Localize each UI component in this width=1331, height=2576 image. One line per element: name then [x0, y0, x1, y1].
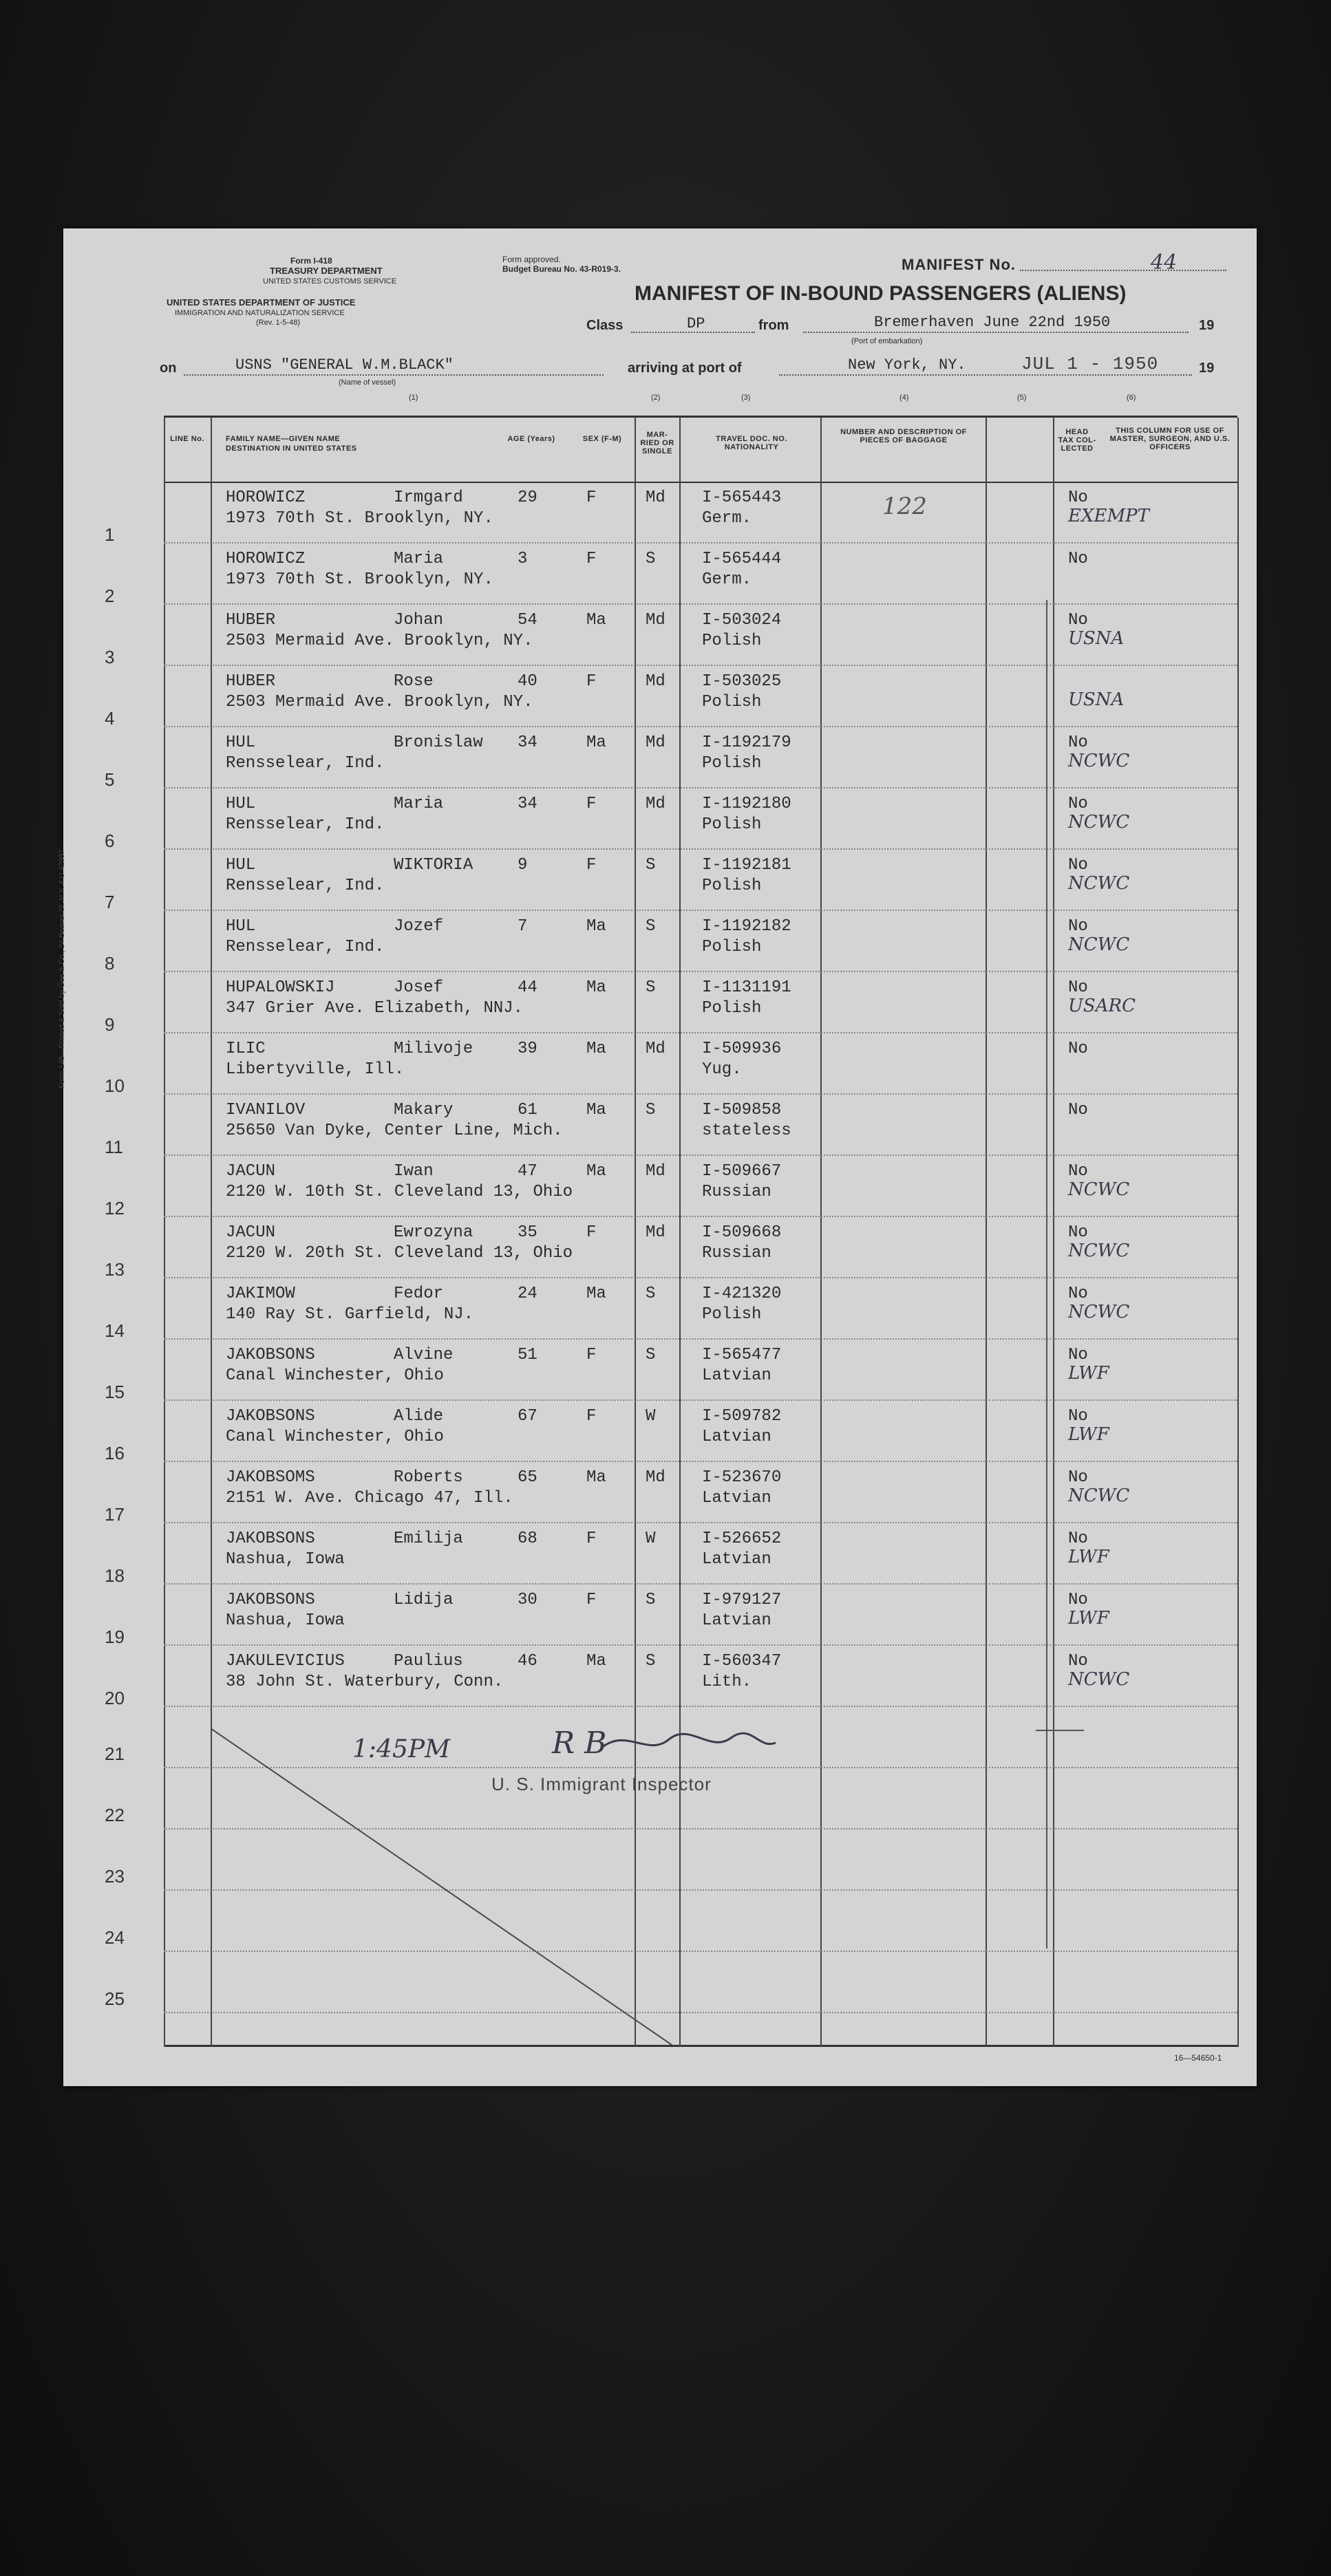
head-tax: No — [1068, 978, 1088, 997]
officer-note: USNA — [1068, 628, 1125, 649]
family-name: JAKOBSONS — [226, 1530, 315, 1548]
officer-note: NCWC — [1068, 1485, 1130, 1506]
head-tax: No — [1068, 733, 1088, 752]
given-name: Maria — [394, 795, 444, 813]
manifest-page — [58, 228, 1257, 2086]
line-number: 4 — [105, 708, 115, 729]
year-suffix-2: 19 — [1199, 361, 1215, 376]
sex: F — [586, 489, 597, 507]
marital-status: Md — [646, 1468, 666, 1487]
line-number: 1 — [105, 524, 115, 545]
family-name: ILIC — [226, 1040, 266, 1058]
col-baggage-header: NUMBER AND DESCRIPTION OF PIECES OF BAGGAGE — [840, 428, 967, 444]
given-name: Iwan — [394, 1162, 434, 1181]
destination: 2120 W. 10th St. Cleveland 13, Ohio — [226, 1183, 573, 1201]
given-name: Fedor — [394, 1285, 444, 1303]
travel-doc-no: I-1192181 — [702, 856, 791, 874]
officer-note: LWF — [1068, 1363, 1109, 1384]
destination: Libertyville, Ill. — [226, 1060, 405, 1079]
family-name: HUPALOWSKIJ — [226, 978, 335, 997]
family-name: JAKULEVICIUS — [226, 1652, 345, 1671]
given-name: Rose — [394, 672, 434, 691]
vessel-name: USNS "GENERAL W.M.BLACK" — [235, 356, 454, 374]
given-name: Lidija — [394, 1591, 454, 1609]
marital-status: S — [646, 1285, 656, 1303]
col-sex-header: SEX (F-M) — [582, 435, 622, 443]
travel-doc-no: I-509858 — [702, 1101, 782, 1119]
col-married-header: MAR-RIED OR SINGLE — [640, 431, 674, 455]
head-tax: No — [1068, 1101, 1088, 1119]
travel-doc-no: I-509667 — [702, 1162, 782, 1181]
sex: F — [586, 795, 597, 813]
sex: F — [586, 1591, 597, 1609]
travel-doc-no: I-509668 — [702, 1223, 782, 1242]
given-name: Josef — [394, 978, 444, 997]
age: 40 — [518, 672, 537, 691]
marital-status: S — [646, 1101, 656, 1119]
given-name: Irmgard — [394, 489, 463, 507]
table-row — [63, 849, 1257, 910]
given-name: Alvine — [394, 1346, 454, 1364]
given-name: Ewrozyna — [394, 1223, 473, 1242]
embarkation-caption: (Port of embarkation) — [851, 337, 923, 345]
head-tax: No — [1068, 1223, 1088, 1242]
table-row — [63, 1645, 1257, 1706]
table-row — [63, 665, 1257, 727]
manifest-no-label: MANIFEST No. — [902, 256, 1016, 273]
nationality: Germ. — [702, 570, 752, 589]
officer-note: LWF — [1068, 1547, 1109, 1567]
colnum-5: (5) — [1017, 394, 1027, 402]
age: 7 — [518, 917, 528, 936]
destination: 1973 70th St. Brooklyn, NY. — [226, 570, 493, 589]
head-tax: No — [1068, 795, 1088, 813]
family-name: HUL — [226, 856, 256, 874]
officer-note: NCWC — [1068, 812, 1130, 833]
destination: Canal Winchester, Ohio — [226, 1366, 444, 1385]
sex: Ma — [586, 1101, 606, 1119]
marital-status: S — [646, 917, 656, 936]
family-name: HUBER — [226, 611, 276, 630]
line-number: 20 — [105, 1688, 125, 1708]
given-name: Paulius — [394, 1652, 463, 1671]
printer-side-text: Form 148—Printed & Sold by Gee & Co., 24 Beaver St. N.Y. 4 U 42997 — [58, 849, 66, 1088]
baggage-count: 122 — [882, 493, 927, 520]
destination: Canal Winchester, Ohio — [226, 1428, 444, 1446]
given-name: Maria — [394, 550, 444, 568]
destination: Nashua, Iowa — [226, 1550, 345, 1569]
line-number: 19 — [105, 1627, 125, 1647]
budget-bureau: Budget Bureau No. 43-R019-3. — [502, 264, 621, 274]
table-row — [63, 910, 1257, 972]
officer-note: LWF — [1068, 1424, 1109, 1445]
age: 30 — [518, 1591, 537, 1609]
col-name-header: FAMILY NAME—GIVEN NAME — [226, 435, 341, 443]
officer-note: USARC — [1068, 996, 1136, 1016]
nationality: Latvian — [702, 1550, 771, 1569]
travel-doc-no: I-526652 — [702, 1530, 782, 1548]
line-number: 25 — [105, 1988, 125, 2009]
destination: 1973 70th St. Brooklyn, NY. — [226, 509, 493, 528]
table-row — [63, 543, 1257, 604]
marital-status: Md — [646, 1162, 666, 1181]
col-destination-header: DESTINATION IN UNITED STATES — [226, 444, 357, 453]
marital-status: S — [646, 550, 656, 568]
year-suffix-1: 19 — [1199, 318, 1215, 333]
travel-doc-no: I-1192182 — [702, 917, 791, 936]
on-label: on — [160, 361, 177, 376]
marital-status: S — [646, 1591, 656, 1609]
travel-doc-no: I-421320 — [702, 1285, 782, 1303]
family-name: HOROWICZ — [226, 550, 306, 568]
destination: 25650 Van Dyke, Center Line, Mich. — [226, 1121, 563, 1140]
nationality: Polish — [702, 999, 762, 1018]
head-tax: No — [1068, 917, 1088, 936]
table-row — [63, 1523, 1257, 1584]
sex: F — [586, 1407, 597, 1426]
table-row — [63, 1216, 1257, 1278]
manifest-no-value: 44 — [1151, 250, 1178, 275]
from-label: from — [758, 318, 789, 333]
line-number: 16 — [105, 1443, 125, 1463]
marital-status: Md — [646, 733, 666, 752]
line-number: 10 — [105, 1075, 125, 1096]
signature-scribble — [600, 1726, 779, 1760]
family-name: JACUN — [226, 1162, 276, 1181]
nationality: Latvian — [702, 1428, 771, 1446]
age: 68 — [518, 1530, 537, 1548]
travel-doc-no: I-509936 — [702, 1040, 782, 1058]
travel-doc-no: I-1131191 — [702, 978, 791, 997]
line-number: 14 — [105, 1320, 125, 1341]
officer-note: NCWC — [1068, 934, 1130, 955]
nationality: Polish — [702, 754, 762, 773]
destination: 2503 Mermaid Ave. Brooklyn, NY. — [226, 632, 533, 650]
marital-status: Md — [646, 489, 666, 507]
officer-note: NCWC — [1068, 873, 1130, 894]
age: 34 — [518, 733, 537, 752]
family-name: JAKIMOW — [226, 1285, 295, 1303]
head-tax: No — [1068, 1530, 1088, 1548]
marital-status: S — [646, 978, 656, 997]
officer-note: USNA — [1068, 689, 1125, 710]
family-name: HUBER — [226, 672, 276, 691]
given-name: Johan — [394, 611, 444, 630]
head-tax: No — [1068, 1468, 1088, 1487]
marital-status: S — [646, 1652, 656, 1671]
line-number: 7 — [105, 892, 115, 912]
age: 44 — [518, 978, 537, 997]
marital-status: W — [646, 1407, 656, 1426]
head-tax: No — [1068, 550, 1088, 568]
col-age-header: AGE (Years) — [507, 435, 555, 443]
nationality: Germ. — [702, 509, 752, 528]
head-tax: No — [1068, 1040, 1088, 1058]
col-line-header: LINE No. — [170, 435, 204, 443]
destination: Nashua, Iowa — [226, 1611, 345, 1630]
sex: Ma — [586, 978, 606, 997]
sex: Ma — [586, 733, 606, 752]
nationality: Polish — [702, 693, 762, 711]
given-name: Bronislaw — [394, 733, 483, 752]
nationality: Russian — [702, 1183, 771, 1201]
age: 34 — [518, 795, 537, 813]
travel-doc-no: I-503025 — [702, 672, 782, 691]
given-name: Milivoje — [394, 1040, 473, 1058]
travel-doc-no: I-1192180 — [702, 795, 791, 813]
nationality: Yug. — [702, 1060, 742, 1079]
colnum-1: (1) — [409, 394, 418, 402]
nationality: Polish — [702, 1305, 762, 1324]
family-name: JAKOBSONS — [226, 1407, 315, 1426]
marital-status: Md — [646, 611, 666, 630]
nationality: Polish — [702, 815, 762, 834]
age: 35 — [518, 1223, 537, 1242]
marital-status: S — [646, 856, 656, 874]
age: 29 — [518, 489, 537, 507]
destination: Rensselear, Ind. — [226, 754, 385, 773]
table-row — [63, 1400, 1257, 1461]
officer-note: EXEMPT — [1068, 506, 1149, 526]
travel-doc-no: I-523670 — [702, 1468, 782, 1487]
revision-date: (Rev. 1-5-48) — [256, 319, 300, 327]
travel-doc-no: I-509782 — [702, 1407, 782, 1426]
line-number: 15 — [105, 1382, 125, 1402]
sex: Ma — [586, 1468, 606, 1487]
officer-note: NCWC — [1068, 1302, 1130, 1322]
sex: F — [586, 672, 597, 691]
vessel-caption: (Name of vessel) — [339, 378, 396, 387]
table-row — [63, 788, 1257, 849]
destination: 140 Ray St. Garfield, NJ. — [226, 1305, 474, 1324]
officer-note: LWF — [1068, 1608, 1109, 1629]
marital-status: W — [646, 1530, 656, 1548]
age: 61 — [518, 1101, 537, 1119]
colnum-3: (3) — [741, 394, 751, 402]
travel-doc-no: I-560347 — [702, 1652, 782, 1671]
destination: Rensselear, Ind. — [226, 877, 385, 895]
head-tax: No — [1068, 856, 1088, 874]
customs-service: UNITED STATES CUSTOMS SERVICE — [263, 277, 397, 286]
sex: F — [586, 856, 597, 874]
table-row — [63, 1155, 1257, 1219]
class-value: DP — [687, 315, 705, 332]
form-approved: Form approved. — [502, 255, 561, 264]
footer-code: 16—54650-1 — [1174, 2053, 1222, 2063]
travel-doc-no: I-1192179 — [702, 733, 791, 752]
class-label: Class — [586, 318, 624, 333]
destination: 2503 Mermaid Ave. Brooklyn, NY. — [226, 693, 533, 711]
head-tax: No — [1068, 1285, 1088, 1303]
given-name: Alide — [394, 1407, 444, 1426]
nationality: Latvian — [702, 1366, 771, 1385]
arriving-label: arriving at port of — [628, 361, 742, 376]
table-row — [63, 1461, 1257, 1523]
arrival-date-stamp: JUL 1 - 1950 — [1021, 354, 1159, 374]
family-name: JAKOBSONS — [226, 1346, 315, 1364]
nationality: Latvian — [702, 1489, 771, 1507]
travel-doc-no: I-979127 — [702, 1591, 782, 1609]
nationality: Latvian — [702, 1611, 771, 1630]
sex: Ma — [586, 1040, 606, 1058]
nationality: Polish — [702, 938, 762, 956]
sex: F — [586, 1346, 597, 1364]
sex: F — [586, 550, 597, 568]
line-number: 24 — [105, 1927, 125, 1948]
line-number: 21 — [105, 1743, 125, 1764]
line-number: 23 — [105, 1866, 125, 1887]
age: 9 — [518, 856, 528, 874]
destination: 2151 W. Ave. Chicago 47, Ill. — [226, 1489, 513, 1507]
line-number: 9 — [105, 1014, 115, 1035]
destination: 347 Grier Ave. Elizabeth, NNJ. — [226, 999, 524, 1018]
nationality: Russian — [702, 1244, 771, 1263]
colnum-4: (4) — [899, 394, 909, 402]
line-number: 12 — [105, 1198, 125, 1219]
family-name: JAKOBSOMS — [226, 1468, 315, 1487]
sex: F — [586, 1530, 597, 1548]
age: 46 — [518, 1652, 537, 1671]
family-name: HUL — [226, 733, 256, 752]
head-tax: No — [1068, 1407, 1088, 1426]
treasury-dept: TREASURY DEPARTMENT — [270, 266, 383, 276]
table-row — [63, 972, 1257, 1033]
sex: Ma — [586, 611, 606, 630]
officer-note: NCWC — [1068, 1179, 1130, 1200]
table-row — [63, 1033, 1257, 1094]
nationality: Polish — [702, 632, 762, 650]
head-tax: No — [1068, 611, 1088, 630]
family-name: HOROWICZ — [226, 489, 306, 507]
line-number: 6 — [105, 830, 115, 851]
travel-doc-no: I-565444 — [702, 550, 782, 568]
colnum-6: (6) — [1127, 394, 1136, 402]
officer-note: NCWC — [1068, 1241, 1130, 1261]
family-name: HUL — [226, 917, 256, 936]
age: 39 — [518, 1040, 537, 1058]
line-number: 13 — [105, 1259, 125, 1280]
age: 47 — [518, 1162, 537, 1181]
family-name: JACUN — [226, 1223, 276, 1242]
sex: Ma — [586, 1285, 606, 1303]
age: 65 — [518, 1468, 537, 1487]
given-name: Roberts — [394, 1468, 463, 1487]
marital-status: Md — [646, 672, 666, 691]
marital-status: S — [646, 1346, 656, 1364]
sex: F — [586, 1223, 597, 1242]
form-number: Form I-418 — [290, 256, 332, 266]
sex: Ma — [586, 917, 606, 936]
age: 67 — [518, 1407, 537, 1426]
line-number: 17 — [105, 1504, 125, 1525]
given-name: Makary — [394, 1101, 454, 1119]
head-tax: No — [1068, 1162, 1088, 1181]
line-number: 18 — [105, 1565, 125, 1586]
embarkation-port: Bremerhaven June 22nd 1950 — [874, 314, 1111, 331]
given-name: Emilija — [394, 1530, 463, 1548]
table-row — [63, 1278, 1257, 1339]
marital-status: Md — [646, 795, 666, 813]
head-tax: No — [1068, 1591, 1088, 1609]
destination: 2120 W. 20th St. Cleveland 13, Ohio — [226, 1244, 573, 1263]
travel-doc-no: I-503024 — [702, 611, 782, 630]
sex: Ma — [586, 1162, 606, 1181]
table-row — [63, 1094, 1257, 1155]
travel-doc-no: I-565477 — [702, 1346, 782, 1364]
officer-note: NCWC — [1068, 751, 1130, 771]
line-number: 3 — [105, 647, 115, 667]
nationality: Polish — [702, 877, 762, 895]
age: 24 — [518, 1285, 537, 1303]
col-travel-doc-header: TRAVEL DOC. NO. NATIONALITY — [716, 435, 787, 451]
sex: Ma — [586, 1652, 606, 1671]
destination: Rensselear, Ind. — [226, 815, 385, 834]
inspector-caption: U. S. Immigrant Inspector — [491, 1774, 712, 1794]
given-name: Jozef — [394, 917, 444, 936]
family-name: JAKOBSONS — [226, 1591, 315, 1609]
line-number: 22 — [105, 1805, 125, 1825]
destination: Rensselear, Ind. — [226, 938, 385, 956]
arrival-port: New York, NY. — [848, 356, 966, 374]
age: 51 — [518, 1346, 537, 1364]
age: 3 — [518, 550, 528, 568]
head-tax: No — [1068, 1346, 1088, 1364]
head-tax: No — [1068, 1652, 1088, 1671]
table-row — [63, 1584, 1257, 1645]
age: 54 — [518, 611, 537, 630]
marital-status: Md — [646, 1040, 666, 1058]
line-number: 8 — [105, 953, 115, 974]
line-number: 5 — [105, 769, 115, 790]
line-number: 2 — [105, 586, 115, 606]
line-number: 11 — [105, 1137, 123, 1157]
justice-dept: UNITED STATES DEPARTMENT OF JUSTICE — [167, 297, 356, 308]
nationality: Lith. — [702, 1673, 752, 1691]
table-row — [63, 604, 1257, 665]
travel-doc-no: I-565443 — [702, 489, 782, 507]
col-officers-header: THIS COLUMN FOR USE OF MASTER, SURGEON, AND U.S. OFFICERS — [1109, 427, 1231, 451]
ins-service: IMMIGRATION AND NATURALIZATION SERVICE — [175, 309, 345, 317]
table-row — [63, 1339, 1257, 1400]
marital-status: Md — [646, 1223, 666, 1242]
head-tax: No — [1068, 489, 1088, 507]
table-row — [63, 482, 1257, 543]
destination: 38 John St. Waterbury, Conn. — [226, 1673, 504, 1691]
given-name: WIKTORIA — [394, 856, 473, 874]
family-name: IVANILOV — [226, 1101, 306, 1119]
officer-note: NCWC — [1068, 1669, 1130, 1690]
colnum-2: (2) — [651, 394, 661, 402]
family-name: HUL — [226, 795, 256, 813]
nationality: stateless — [702, 1121, 791, 1140]
signature-initials: R B — [552, 1726, 607, 1761]
manifest-title: MANIFEST OF IN-BOUND PASSENGERS (ALIENS) — [635, 282, 1127, 305]
signature-time: 1:45PM — [352, 1735, 450, 1763]
table-row — [63, 727, 1257, 788]
col-headtax-header: HEAD TAX COL-LECTED — [1058, 428, 1096, 453]
